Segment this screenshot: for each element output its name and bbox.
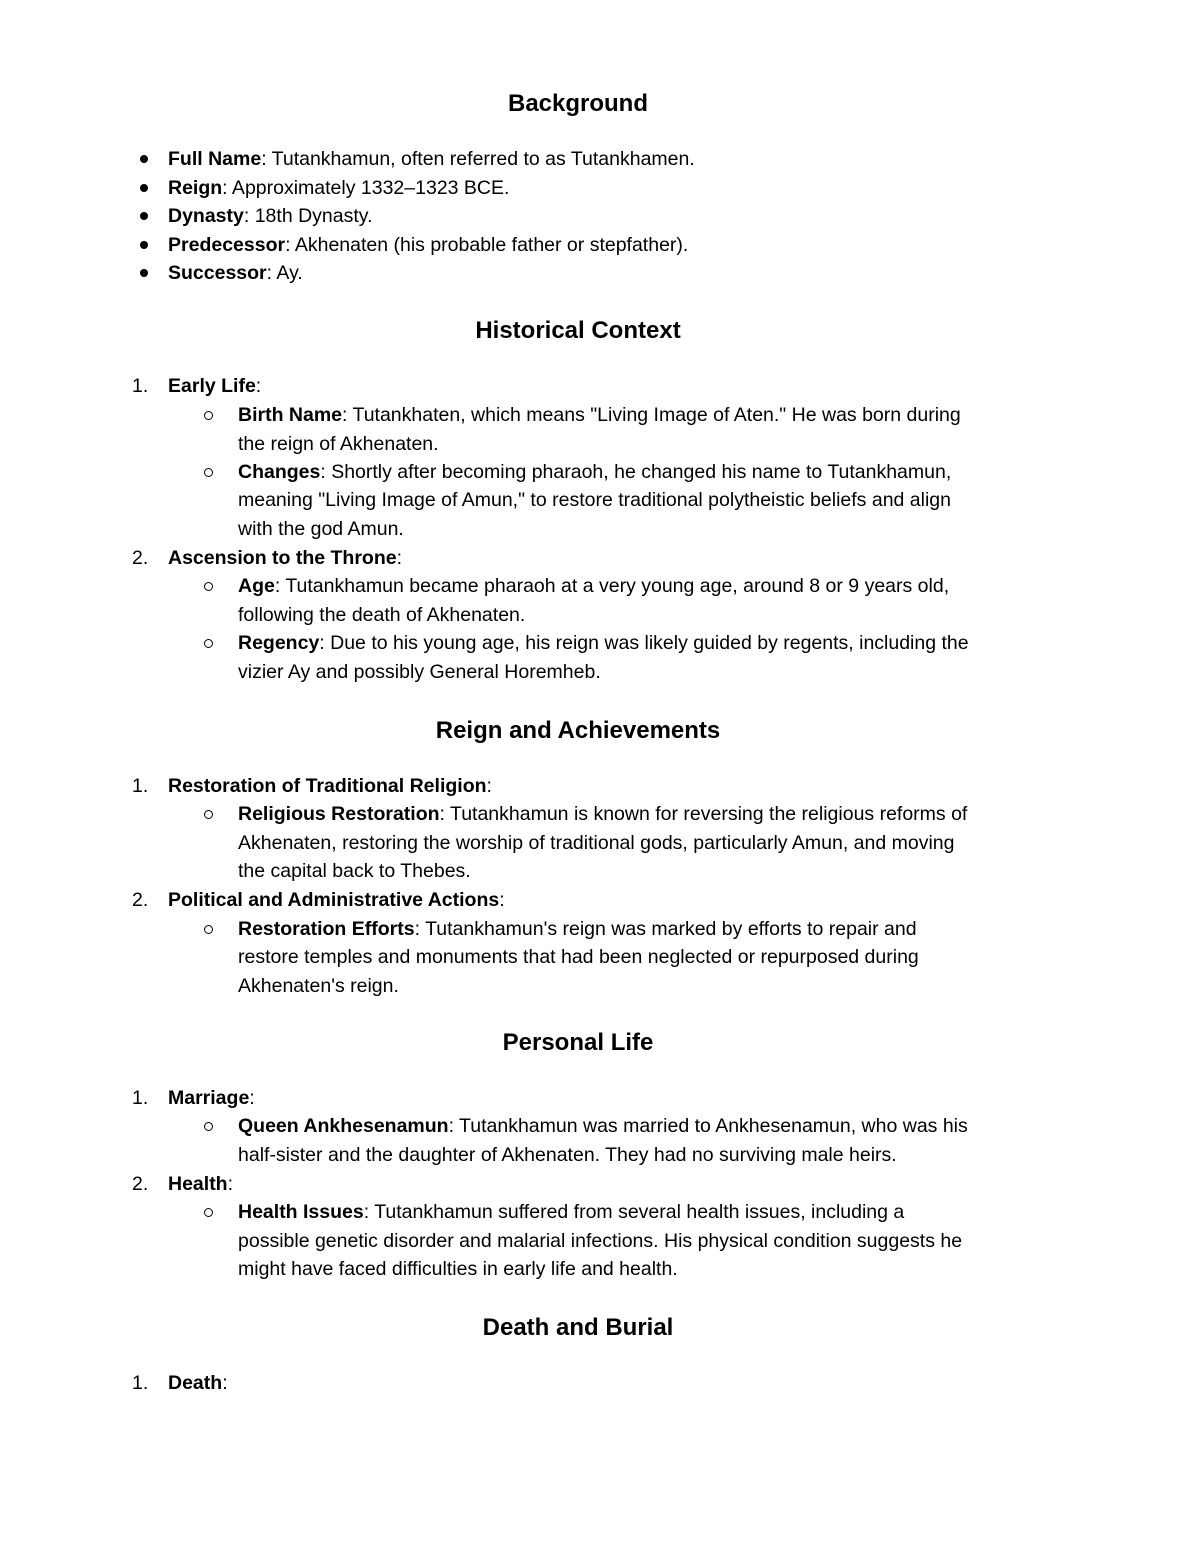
sub-item: Birth Name: Tutankhaten, which means "Living Image of Aten." He was born during (238, 404, 961, 426)
sub-item-continuation: vizier Ay and possibly General Horemheb. (238, 661, 601, 683)
list-item: Marriage: (168, 1087, 255, 1109)
item-label: Restoration Efforts (238, 918, 415, 940)
sub-item-continuation: might have faced difficulties in early life and health. (238, 1258, 678, 1280)
bullet-icon (140, 269, 148, 277)
item-label: Age (238, 575, 275, 597)
sub-item-continuation: with the god Amun. (238, 518, 404, 540)
sub-item: Changes: Shortly after becoming pharaoh, he changed his name to Tutankhamun, (238, 461, 952, 483)
sub-item: Health Issues: Tutankhamun suffered from several health issues, including a (238, 1201, 905, 1223)
list-item (168, 259, 303, 288)
item-text: : 18th Dynasty. (243, 205, 373, 227)
item-label: Early Life (168, 375, 256, 397)
bullet-icon (140, 241, 148, 249)
sub-item: Religious Restoration: Tutankhamun is known for reversing the religious reforms of (238, 803, 968, 825)
item-label: Regency (238, 632, 320, 654)
sub-item-continuation: restore temples and monuments that had been neglected or repurposed during (238, 946, 919, 968)
circle-bullet-icon (204, 810, 213, 819)
item-text: : Ay. (266, 262, 303, 284)
list-number: 1. (132, 1087, 149, 1109)
item-label: Queen Ankhesenamun (238, 1115, 449, 1137)
list-number: 1. (132, 375, 149, 397)
sub-item: Restoration Efforts: Tutankhamun's reign was marked by efforts to repair and (238, 918, 917, 940)
list-number: 2. (132, 547, 149, 569)
item-text: : Akhenaten (his probable father or stepfather). (285, 234, 689, 256)
item-label: Changes (238, 461, 321, 483)
list-item: Restoration of Traditional Religion: (168, 775, 492, 797)
sub-item: Age: Tutankhamun became pharaoh at a very young age, around 8 or 9 years old, (238, 575, 950, 597)
list-item: Ascension to the Throne: (168, 547, 403, 569)
sub-item-continuation: Akhenaten's reign. (238, 975, 399, 997)
sub-item-continuation: following the death of Akhenaten. (238, 604, 526, 626)
circle-bullet-icon (204, 639, 213, 648)
list-number: 2. (132, 889, 149, 911)
circle-bullet-icon (204, 925, 213, 934)
sub-item-continuation: the reign of Akhenaten. (238, 433, 439, 455)
item-label: Birth Name (238, 404, 343, 426)
sub-item-continuation: meaning "Living Image of Amun," to restore traditional polytheistic beliefs and align (238, 489, 951, 511)
item-label: Health Issues (238, 1201, 364, 1223)
item-label: Reign (168, 177, 223, 199)
circle-bullet-icon (204, 1208, 213, 1217)
list-number: 2. (132, 1173, 149, 1195)
circle-bullet-icon (204, 468, 213, 477)
item-label: Health (168, 1173, 228, 1195)
circle-bullet-icon (204, 411, 213, 420)
item-label: Marriage (168, 1087, 250, 1109)
sub-item: Regency: Due to his young age, his reign was likely guided by regents, including the (238, 632, 969, 654)
list-item (168, 202, 373, 231)
item-label: Ascension to the Throne (168, 547, 397, 569)
list-item: Death: (168, 1372, 228, 1394)
section-title-personal-life: Personal Life (502, 1029, 654, 1056)
bullet-icon (140, 184, 148, 192)
circle-bullet-icon (204, 1122, 213, 1131)
list-number: 1. (132, 775, 149, 797)
section-title-reign-achievements: Reign and Achievements (435, 717, 721, 744)
list-number: 1. (132, 1372, 149, 1394)
item-label: Dynasty (168, 205, 244, 227)
item-label: Predecessor (168, 234, 286, 256)
bullet-icon (140, 155, 148, 163)
list-item: Political and Administrative Actions: (168, 889, 505, 911)
sub-item: Queen Ankhesenamun: Tutankhamun was married to Ankhesenamun, who was his (238, 1115, 968, 1137)
item-label: Full Name (168, 148, 262, 170)
sub-item-continuation: possible genetic disorder and malarial infections. His physical condition suggests he (238, 1230, 963, 1252)
bullet-icon (140, 212, 148, 220)
circle-bullet-icon (204, 582, 213, 591)
section-title-historical-context: Historical Context (475, 317, 681, 344)
list-item: Health: (168, 1173, 234, 1195)
list-item (168, 174, 509, 203)
sub-item-continuation: the capital back to Thebes. (238, 860, 471, 882)
list-item (168, 231, 688, 260)
section-title-death-burial: Death and Burial (482, 1314, 674, 1341)
list-item (168, 145, 695, 174)
item-label: Political and Administrative Actions (168, 889, 500, 911)
item-text: : Approximately 1332–1323 BCE. (222, 177, 510, 199)
item-text: : Tutankhamun, often referred to as Tutankhamen. (261, 148, 695, 170)
list-item: Early Life: (168, 375, 262, 397)
sub-item-continuation: Akhenaten, restoring the worship of traditional gods, particularly Amun, and moving (238, 832, 955, 854)
item-label: Religious Restoration (238, 803, 440, 825)
section-title-background: Background (507, 90, 648, 117)
sub-item-continuation: half-sister and the daughter of Akhenaten. They had no surviving male heirs. (238, 1144, 897, 1166)
item-label: Death (168, 1372, 223, 1394)
item-label: Restoration of Traditional Religion (168, 775, 487, 797)
item-label: Successor (168, 262, 267, 284)
